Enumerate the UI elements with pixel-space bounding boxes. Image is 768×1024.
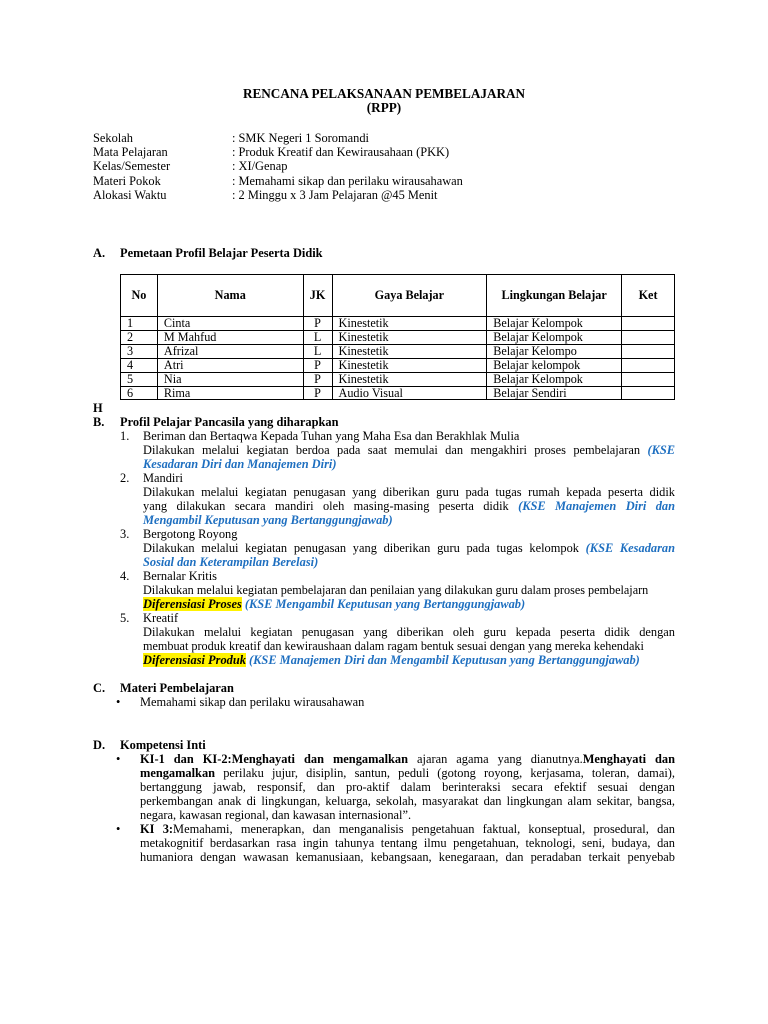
profile-item-2 — [143, 471, 675, 527]
item-line: Dilakukan melalui kegiatan penugasan yang diberikan guru pada tugas rumah kepada peserta didik — [143, 485, 675, 499]
cell-nama: Cinta — [157, 317, 303, 331]
cell-lingkungan: Belajar kelompok — [487, 358, 622, 372]
item-head: Bergotong Royong — [143, 527, 238, 541]
bullet-icon: • — [116, 822, 121, 836]
table-row — [121, 372, 675, 386]
ki-bold-text: mengamalkan — [140, 766, 216, 780]
info-row-materi — [93, 174, 593, 188]
ki-line: perkembangan anak di lingkungan, keluarga, sekolah, masyarakat dan lingkungan alam sekitar, bangsa, — [140, 794, 675, 808]
cell-jk: P — [303, 358, 332, 372]
doc-title-line1: RENCANA PELAKSANAAN PEMBELAJARAN — [242, 86, 526, 101]
cell-ket — [622, 317, 675, 331]
list-number: 2. — [120, 471, 130, 485]
kse-tag: Sosial dan Keterampilan Berelasi) — [143, 555, 319, 569]
item-line — [143, 653, 675, 667]
info-value: : SMK Negeri 1 Soromandi — [232, 131, 369, 145]
cell-jk: L — [303, 344, 332, 358]
cell-gaya: Kinestetik — [332, 358, 487, 372]
cell-lingkungan: Belajar Kelompok — [487, 372, 622, 386]
item-line: membuat produk kreatif dan kewiraushaan dalam ragam bentuk sesuai dengan yang mereka kehendaki — [143, 639, 644, 653]
profile-item-1 — [143, 429, 675, 471]
cell-ket — [622, 372, 675, 386]
cell-no: 2 — [121, 330, 158, 344]
ki-line: humaniora dengan wawasan kemanusiaan, kebangsaan, kenegaraan, dan peradaban terkait penyebab — [140, 850, 675, 864]
cell-jk: P — [303, 317, 332, 331]
col-header: Nama — [157, 275, 303, 317]
section-d-heading — [93, 738, 493, 753]
info-label: Alokasi Waktu — [93, 187, 167, 202]
differentiation-highlight: Diferensiasi Produk — [143, 653, 246, 667]
ki-text: Memahami, menerapkan, dan menganalisis pengetahuan faktual, konseptual, prosedural, dan — [173, 822, 675, 836]
info-label: Materi Pokok — [93, 173, 161, 188]
ki-line — [140, 766, 675, 780]
ki-line — [140, 822, 675, 836]
ki-text: ajaran agama yang dianutnya. — [417, 752, 583, 766]
cell-ket — [622, 330, 675, 344]
cell-nama: Atri — [157, 358, 303, 372]
cell-nama: M Mahfud — [157, 330, 303, 344]
ki-text: perilaku jujur, disiplin, santun, peduli (gotong royong, kerjasama, toleran, damai), — [223, 766, 675, 780]
bullet-icon: • — [116, 752, 121, 766]
kse-tag: (KSE Manajemen Diri dan Mengambil Keputusan yang Bertanggungjawab) — [249, 653, 640, 667]
materi-item: Memahami sikap dan perilaku wirausahawan — [140, 695, 365, 709]
stray-letter: H — [93, 401, 103, 415]
table-row — [121, 344, 675, 358]
kse-tag: (KSE Mengambil Keputusan yang Bertanggungjawab) — [244, 597, 526, 611]
info-row-mapel — [93, 145, 593, 159]
cell-gaya: Kinestetik — [332, 330, 487, 344]
col-header: No — [121, 275, 158, 317]
cell-lingkungan: Belajar Sendiri — [487, 386, 622, 400]
section-letter: C. — [93, 681, 106, 695]
item-line — [143, 457, 675, 471]
info-row-kelas — [93, 159, 593, 173]
col-header: Ket — [622, 275, 675, 317]
item-line — [143, 443, 675, 457]
cell-gaya: Kinestetik — [332, 317, 487, 331]
cell-gaya: Kinestetik — [332, 372, 487, 386]
section-title: Materi Pembelajaran — [120, 681, 234, 695]
info-label: Kelas/Semester — [93, 159, 171, 174]
col-header: JK — [303, 275, 332, 317]
profile-table — [120, 274, 675, 400]
info-value: : Produk Kreatif dan Kewirausahaan (PKK) — [232, 145, 450, 160]
cell-gaya: Kinestetik — [332, 344, 487, 358]
section-b-heading — [93, 415, 493, 430]
section-letter: B. — [93, 415, 105, 429]
info-value: : XI/Genap — [232, 159, 288, 174]
col-header: Gaya Belajar — [332, 275, 487, 317]
item-text: Dilakukan melalui kegiatan berdoa pada saat memulai dan mengakhiri proses pembelajaran — [143, 443, 641, 457]
section-a-heading — [93, 246, 493, 261]
table-header-row — [121, 275, 675, 317]
info-row-sekolah — [93, 131, 593, 145]
list-number: 5. — [120, 611, 130, 625]
ki-bold-text: Menghayati dan — [582, 752, 676, 766]
info-value: : 2 Minggu x 3 Jam Pelajaran @45 Menit — [232, 187, 438, 202]
ki-1-2-block — [140, 752, 675, 822]
list-number: 3. — [120, 527, 130, 541]
cell-no: 6 — [121, 386, 158, 400]
ki-line: negara, kawasan regional, dan kawasan internasional”. — [140, 808, 412, 822]
cell-lingkungan: Belajar Kelompo — [487, 344, 622, 358]
section-letter: A. — [93, 246, 106, 260]
table-row — [121, 386, 675, 400]
cell-ket — [622, 358, 675, 372]
section-title: Kompetensi Inti — [120, 738, 206, 752]
ki-label: KI 3: — [140, 822, 174, 836]
item-line: Dilakukan melalui kegiatan penugasan yang diberikan oleh guru kepada peserta didik dengan — [143, 625, 675, 639]
cell-ket — [622, 386, 675, 400]
ki-line: metakognitif berdasarkan rasa ingin tahunya tentang ilmu pengetahuan, teknologi, seni, budaya, dan — [140, 836, 675, 850]
kse-tag: (KSE Manajemen Diri dan — [518, 499, 676, 513]
bullet-icon: • — [116, 695, 121, 709]
kse-tag: (KSE Kesadaran — [585, 541, 675, 555]
item-head: Mandiri — [143, 471, 183, 485]
cell-nama: Afrizal — [157, 344, 303, 358]
cell-lingkungan: Belajar Kelompok — [487, 317, 622, 331]
cell-ket — [622, 344, 675, 358]
cell-jk: P — [303, 386, 332, 400]
kse-tag: Kesadaran Diri dan Manajemen Diri) — [143, 457, 337, 471]
item-line — [143, 541, 675, 555]
cell-lingkungan: Belajar Kelompok — [487, 330, 622, 344]
item-head: Bernalar Kritis — [143, 569, 217, 583]
info-row-alokasi — [93, 188, 593, 202]
profile-item-3 — [143, 527, 675, 569]
list-number: 4. — [120, 569, 130, 583]
differentiation-highlight: Diferensiasi Proses — [143, 597, 242, 611]
table-row — [121, 358, 675, 372]
item-head: Beriman dan Bertaqwa Kepada Tuhan yang Maha Esa dan Berakhlak Mulia — [143, 429, 520, 443]
section-title: Pemetaan Profil Belajar Peserta Didik — [120, 246, 323, 260]
cell-no: 5 — [121, 372, 158, 386]
ki-3-block — [140, 822, 675, 864]
info-value: : Memahami sikap dan perilaku wirausahawan — [232, 173, 463, 188]
section-title: Profil Pelajar Pancasila yang diharapkan — [120, 415, 339, 429]
ki-label: KI-1 dan KI-2:Menghayati dan mengamalkan — [140, 752, 409, 766]
info-label: Sekolah — [93, 131, 133, 145]
ki-line: bertanggung jawab, responsif, dan pro-aktif dalam berinteraksi secara efektif sesuai dengan — [140, 780, 675, 794]
cell-no: 1 — [121, 317, 158, 331]
cell-nama: Rima — [157, 386, 303, 400]
cell-jk: P — [303, 372, 332, 386]
kse-tag: (KSE — [647, 443, 675, 457]
cell-jk: L — [303, 330, 332, 344]
profile-item-4 — [143, 569, 675, 611]
ki-line — [140, 752, 675, 766]
list-number: 1. — [120, 429, 130, 443]
info-label: Mata Pelajaran — [93, 145, 168, 160]
table-row — [121, 317, 675, 331]
item-line: Dilakukan melalui kegiatan pembelajaran dan penilaian yang dilakukan guru dalam proses pembelajarn — [143, 583, 649, 597]
doc-title-line2: (RPP) — [366, 100, 402, 115]
cell-no: 4 — [121, 358, 158, 372]
table-row — [121, 330, 675, 344]
item-line — [143, 499, 675, 513]
identity-block — [93, 131, 593, 202]
cell-nama: Nia — [157, 372, 303, 386]
section-letter: D. — [93, 738, 106, 752]
item-head: Kreatif — [143, 611, 179, 625]
cell-no: 3 — [121, 344, 158, 358]
item-line — [143, 597, 675, 611]
item-text: Dilakukan melalui kegiatan penugasan yang diberikan guru pada tugas kelompok — [143, 541, 579, 555]
col-header: Lingkungan Belajar — [487, 275, 622, 317]
profile-item-5 — [143, 611, 675, 667]
kse-tag: Mengambil Keputusan yang Bertanggungjawab) — [143, 513, 393, 527]
item-line — [143, 555, 675, 569]
cell-gaya: Audio Visual — [332, 386, 487, 400]
item-line — [143, 513, 675, 527]
item-text: yang dilakukan secara mandiri oleh masing-masing peserta didik — [143, 499, 509, 513]
section-c-heading — [93, 681, 493, 696]
